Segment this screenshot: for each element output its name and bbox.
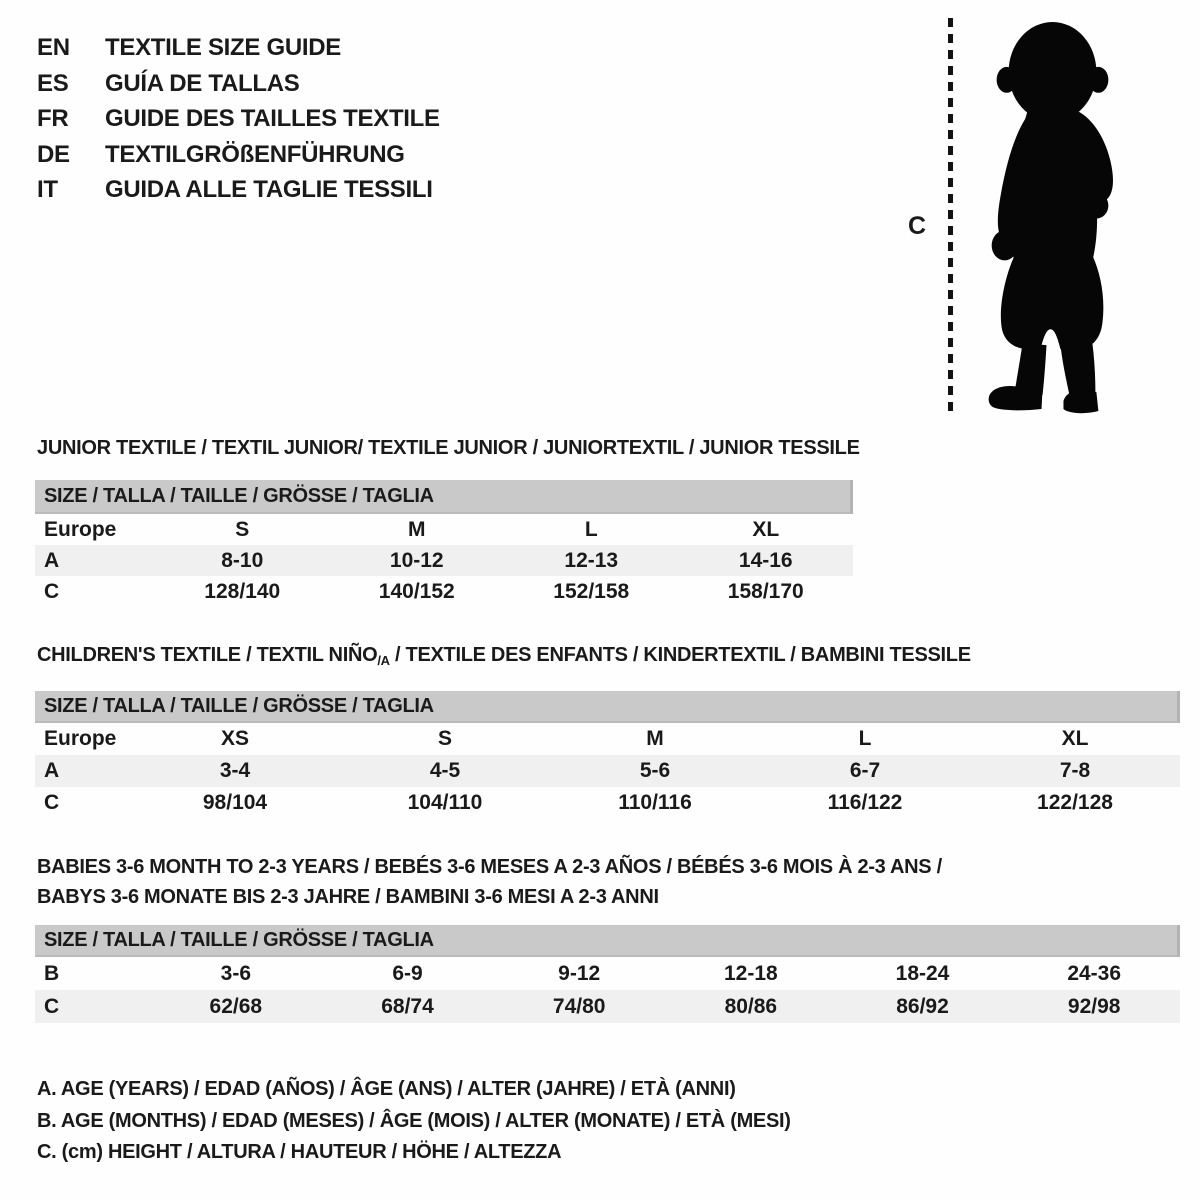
table-cell: 12-13 bbox=[564, 549, 619, 572]
table-cell: 152/158 bbox=[553, 580, 630, 603]
table-cell: L bbox=[858, 727, 872, 750]
language-list bbox=[37, 30, 440, 208]
legend-line-c: C. (cm) HEIGHT / ALTURA / HAUTEUR / HÖHE / ALTEZZA bbox=[37, 1141, 562, 1163]
table-cell: 68/74 bbox=[381, 995, 434, 1018]
table-cell: 116/122 bbox=[827, 791, 903, 814]
table-cell: 158/170 bbox=[727, 580, 804, 603]
table-cell: 4-5 bbox=[429, 759, 461, 782]
row-label: Europe bbox=[44, 727, 117, 750]
junior-section-title: JUNIOR TEXTILE / TEXTIL JUNIOR/ TEXTILE JUNIOR / JUNIORTEXTIL / JUNIOR TESSILE bbox=[37, 437, 860, 459]
row-label: C bbox=[44, 995, 60, 1018]
baby-silhouette bbox=[962, 16, 1142, 420]
table-cell: 3-6 bbox=[220, 962, 252, 985]
table-cell: 122/128 bbox=[1037, 791, 1113, 814]
row-label: C bbox=[44, 580, 60, 603]
table-cell: 14-16 bbox=[738, 549, 793, 572]
children-size-header: SIZE / TALLA / TAILLE / GRÖSSE / TAGLIA bbox=[35, 691, 1180, 723]
table-cell: 24-36 bbox=[1067, 962, 1122, 985]
table-row-age bbox=[35, 545, 853, 576]
table-cell: 18-24 bbox=[895, 962, 950, 985]
table-cell: S bbox=[235, 518, 250, 541]
table-row-height bbox=[35, 990, 1180, 1023]
babies-size-table bbox=[35, 925, 1180, 1023]
row-label: C bbox=[44, 791, 60, 814]
lang-label: TEXTILGRÖßENFÜHRUNG bbox=[105, 140, 405, 168]
lang-row-it bbox=[37, 172, 440, 208]
lang-row-de bbox=[37, 137, 440, 173]
table-row-europe bbox=[35, 723, 1180, 755]
table-cell: 12-18 bbox=[723, 962, 778, 985]
junior-size-table bbox=[35, 480, 853, 607]
height-measure-label: C bbox=[908, 212, 927, 240]
table-cell: M bbox=[646, 727, 664, 750]
legend-line-b: B. AGE (MONTHS) / EDAD (MESES) / ÂGE (MOIS) / ALTER (MONATE) / ETÀ (MESI) bbox=[37, 1109, 791, 1132]
table-cell: 104/110 bbox=[407, 791, 483, 814]
lang-code: ES bbox=[37, 69, 69, 97]
children-title-suffix: / TEXTILE DES ENFANTS / KINDERTEXTIL / BAMBINI TESSILE bbox=[389, 644, 971, 666]
children-size-table bbox=[35, 691, 1180, 819]
lang-row-fr bbox=[37, 101, 440, 137]
table-cell: 10-12 bbox=[389, 549, 444, 572]
row-label: B bbox=[44, 962, 60, 985]
babies-size-header: SIZE / TALLA / TAILLE / GRÖSSE / TAGLIA bbox=[35, 925, 1180, 957]
table-cell: 6-9 bbox=[392, 962, 423, 985]
table-cell: 7-8 bbox=[1059, 759, 1091, 782]
lang-row-es bbox=[37, 66, 440, 102]
table-cell: 3-4 bbox=[219, 759, 251, 782]
lang-code: DE bbox=[37, 140, 70, 168]
table-cell: 62/68 bbox=[209, 995, 263, 1018]
table-cell: 98/104 bbox=[202, 791, 268, 814]
table-cell: XS bbox=[220, 727, 249, 750]
table-cell: 86/92 bbox=[896, 995, 949, 1018]
table-cell: 6-7 bbox=[849, 759, 881, 782]
children-section-title bbox=[37, 644, 971, 668]
children-title-sub: /A bbox=[377, 653, 390, 668]
junior-size-header: SIZE / TALLA / TAILLE / GRÖSSE / TAGLIA bbox=[35, 480, 853, 514]
table-row-age bbox=[35, 755, 1180, 787]
table-cell: 80/86 bbox=[724, 995, 778, 1018]
table-cell: 92/98 bbox=[1067, 995, 1121, 1018]
table-row-height bbox=[35, 787, 1180, 819]
table-cell: 74/80 bbox=[552, 995, 606, 1018]
lang-label: GUÍA DE TALLAS bbox=[105, 69, 300, 97]
lang-code: FR bbox=[37, 105, 69, 132]
lang-code: IT bbox=[37, 176, 58, 203]
baby-silhouette-icon bbox=[962, 16, 1142, 420]
lang-label: GUIDE DES TAILLES TEXTILE bbox=[105, 105, 440, 132]
legend-line-a: A. AGE (YEARS) / EDAD (AÑOS) / ÂGE (ANS) / ALTER (JAHRE) / ETÀ (ANNI) bbox=[37, 1078, 736, 1100]
row-label: A bbox=[44, 549, 60, 572]
table-cell: 5-6 bbox=[639, 759, 671, 782]
babies-section-title-line2: BABYS 3-6 MONATE BIS 2-3 JAHRE / BAMBINI 3-6 MESI A 2-3 ANNI bbox=[37, 886, 659, 908]
height-measure-dashed-line bbox=[948, 18, 953, 416]
table-cell: 9-12 bbox=[558, 962, 601, 985]
table-cell: 8-10 bbox=[221, 549, 264, 572]
legend bbox=[37, 1074, 791, 1169]
babies-section-title-line1: BABIES 3-6 MONTH TO 2-3 YEARS / BEBÉS 3-6 MESES A 2-3 AÑOS / BÉBÉS 3-6 MOIS À 2-3 ANS / bbox=[37, 856, 942, 878]
table-cell: M bbox=[408, 518, 426, 541]
table-cell: 140/152 bbox=[378, 580, 455, 603]
lang-label: TEXTILE SIZE GUIDE bbox=[105, 34, 341, 61]
lang-label: GUIDA ALLE TAGLIE TESSILI bbox=[105, 176, 433, 203]
row-label: A bbox=[44, 759, 60, 782]
table-cell: S bbox=[437, 727, 452, 750]
row-label: Europe bbox=[44, 518, 117, 541]
table-row-age-months bbox=[35, 957, 1180, 990]
table-cell: 110/116 bbox=[618, 791, 692, 814]
table-cell: XL bbox=[1061, 727, 1089, 750]
children-title-prefix: CHILDREN'S TEXTILE / TEXTIL NIÑO bbox=[37, 644, 378, 666]
table-row-height bbox=[35, 576, 853, 607]
table-cell: 128/140 bbox=[204, 580, 281, 603]
lang-row-en bbox=[37, 30, 440, 66]
lang-code: EN bbox=[37, 34, 70, 61]
table-cell: L bbox=[584, 518, 598, 541]
table-cell: XL bbox=[752, 518, 780, 541]
table-row-europe bbox=[35, 514, 853, 545]
